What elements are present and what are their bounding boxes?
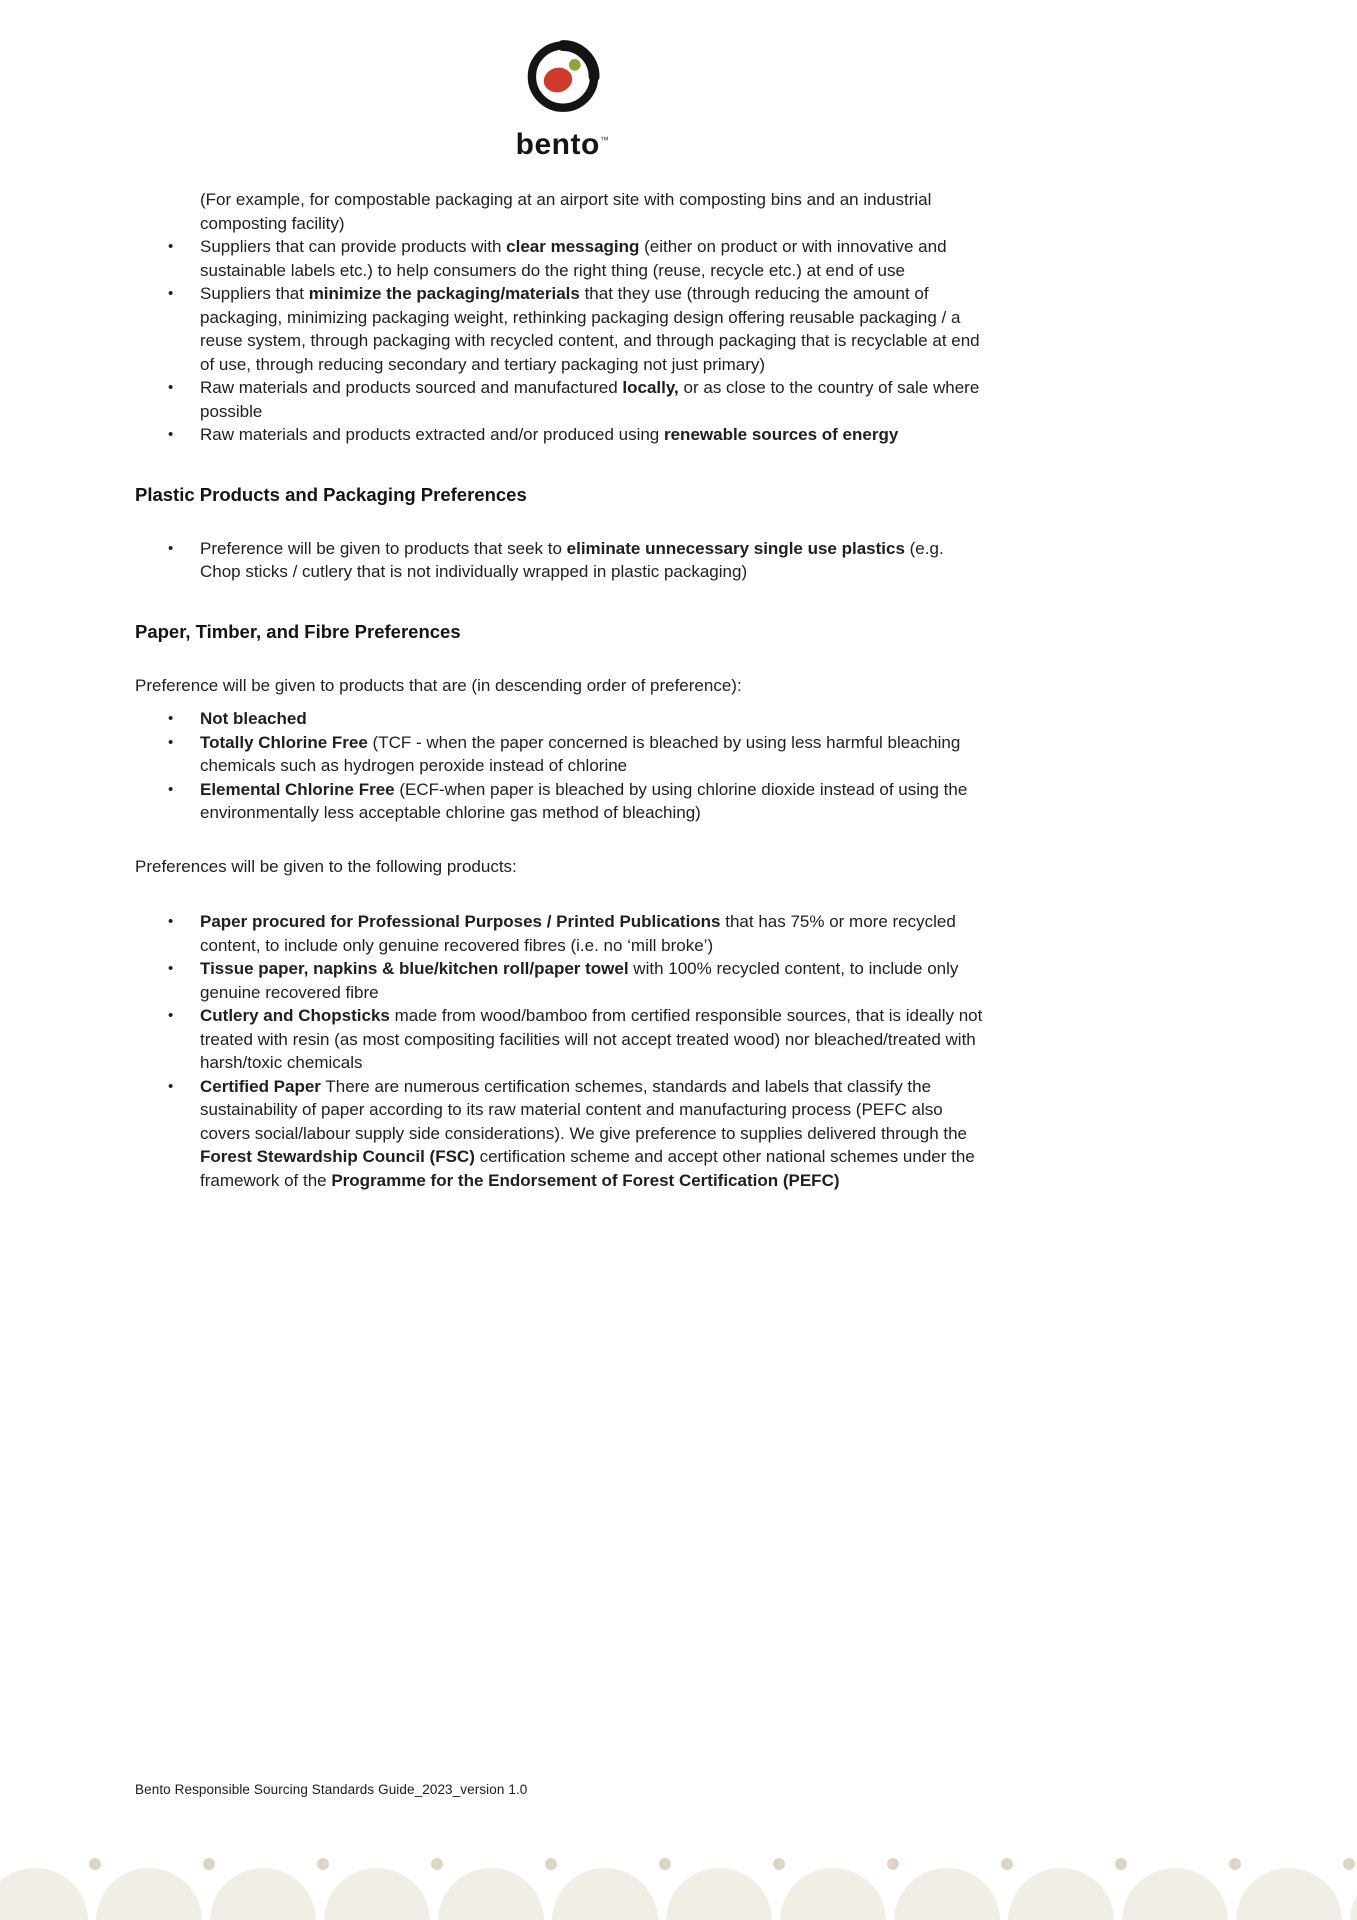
bullet-icon: • — [168, 710, 174, 727]
list-item — [135, 1075, 990, 1193]
deco-circle — [552, 1868, 658, 1920]
text-segment: (either on product or with innovative and sustainable labels etc.) to help consumers do the right thing (reuse, recycle etc.) at end of use — [200, 237, 947, 280]
logo-brand-text: bento — [515, 128, 600, 161]
bullet-icon: • — [168, 426, 174, 443]
bullet-icon: • — [168, 1077, 174, 1095]
deco-circle — [666, 1868, 772, 1920]
text-segment: (For example, for compostable packaging at an airport site with composting bins and an industrial composting facility) — [200, 190, 932, 233]
decorative-border — [0, 1848, 1357, 1920]
deco-circle — [0, 1868, 88, 1920]
deco-dot — [1115, 1858, 1127, 1870]
section-heading — [135, 620, 990, 644]
list-item — [135, 376, 990, 423]
deco-dot — [431, 1858, 443, 1870]
text-segment: (e.g. Chop sticks / cutlery that is not individually wrapped in plastic packaging) — [200, 538, 944, 581]
spacer — [135, 888, 990, 910]
list-item — [135, 537, 990, 584]
text-segment: Preferences will be given to the following products: — [135, 856, 517, 876]
bold-text-segment: Not bleached — [200, 709, 307, 728]
list-item — [135, 910, 990, 957]
bullet-icon: • — [168, 733, 174, 751]
text-segment: Preference will be given to products that are (in descending order of preference): — [135, 675, 742, 695]
text-segment: Raw materials and products extracted and/or produced using — [200, 425, 664, 444]
text-segment: (ECF-when paper is bleached by using chlorine dioxide instead of using the environmentally less acceptable chlorine gas method of bleaching) — [200, 779, 968, 822]
list-item — [135, 707, 990, 731]
bold-text-segment: Paper, Timber, and Fibre Preferences — [135, 620, 461, 642]
bullet-icon: • — [168, 539, 174, 557]
bullet-icon: • — [168, 285, 174, 302]
paragraph — [135, 855, 990, 879]
text-segment: Suppliers that — [200, 284, 309, 303]
deco-circle — [1350, 1868, 1357, 1920]
deco-circle — [1236, 1868, 1342, 1920]
text-segment: (TCF - when the paper concerned is bleached by using less harmful bleaching chemicals such as hydrogen peroxide instead of chlorine — [200, 732, 961, 775]
logo — [135, 38, 990, 160]
bold-text-segment: Forest Stewardship Council (FSC) — [200, 1147, 475, 1166]
list-item — [135, 731, 990, 778]
bullet-icon: • — [168, 960, 174, 977]
bold-text-segment: Elemental Chlorine Free — [200, 779, 395, 799]
bold-text-segment: locally, — [622, 378, 679, 397]
deco-dot — [317, 1858, 329, 1870]
text-segment: that has 75% or more recycled content, to include only genuine recovered fibres (i.e. no ‘mill broke’) — [200, 912, 956, 955]
document-page — [135, 0, 990, 1192]
bullet-icon: • — [168, 1007, 174, 1024]
text-segment: made from wood/bamboo from certified responsible sources, that is ideally not treated with resin (as most compositing facilities will not accept treated wood) nor bleached/treated with harsh/toxic chemicals — [200, 1006, 983, 1072]
list-item-text — [200, 376, 988, 423]
list-item — [135, 235, 990, 282]
list-item — [135, 1004, 990, 1075]
deco-dot — [545, 1858, 557, 1870]
text-segment: There are numerous certification schemes, standards and labels that classify the sustainability of paper according to its raw material content and manufacturing process (PEFC also covers social/labour supply side considerations). We give preference to supplies delivered through the — [200, 1076, 968, 1143]
deco-circle — [438, 1868, 544, 1920]
deco-circle — [96, 1868, 202, 1920]
text-segment: that they use (through reducing the amount of packaging, minimizing packaging weight, rethinking packaging design offering reusable packaging / a reuse system, through packaging with recycled content, and through packaging that is recyclable at end of use, through reducing secondary and tertiary packaging not just primary) — [200, 284, 980, 374]
bold-text-segment: Certified Paper — [200, 1076, 321, 1096]
bold-text-segment: Plastic Products and Packaging Preferences — [135, 483, 527, 505]
list-item-text — [200, 910, 988, 957]
text-segment: with 100% recycled content, to include only genuine recovered fibre — [200, 959, 959, 1002]
text-segment: Preference will be given to products that seek to — [200, 538, 567, 558]
bold-text-segment: eliminate unnecessary single use plastics — [566, 538, 905, 558]
list-item-text — [200, 778, 988, 825]
list-item-text — [200, 1004, 988, 1075]
deco-dot — [1001, 1858, 1013, 1870]
text-segment: Suppliers that can provide products with — [200, 237, 507, 256]
bullet-icon: • — [168, 913, 174, 930]
deco-circle — [210, 1868, 316, 1920]
deco-dot — [1229, 1858, 1241, 1870]
list-item-text — [200, 282, 988, 376]
bold-text-segment: minimize the packaging/materials — [308, 284, 580, 303]
paragraph — [135, 674, 990, 698]
list-item-text — [200, 1075, 988, 1193]
list-item-text — [200, 235, 988, 282]
section-heading — [135, 483, 990, 507]
list-item-text — [200, 188, 988, 235]
bullet-icon: • — [168, 238, 174, 255]
footer-text: Bento Responsible Sourcing Standards Guide_2023_version 1.0 — [135, 1782, 528, 1797]
deco-dot — [887, 1858, 899, 1870]
bold-text-segment: Totally Chlorine Free — [200, 732, 368, 752]
list-item — [135, 957, 990, 1004]
bold-text-segment: Cutlery and Chopsticks — [200, 1006, 390, 1025]
document-blocks — [135, 188, 990, 1192]
bullet-icon: • — [168, 780, 174, 798]
logo-wordmark — [135, 125, 990, 160]
bold-text-segment: Tissue paper, napkins & blue/kitchen roll/paper towel — [200, 959, 629, 978]
bold-text-segment: clear messaging — [506, 237, 640, 256]
text-segment: or as close to the country of sale where possible — [200, 378, 980, 421]
list-item-text — [200, 707, 988, 731]
trademark-icon: ™ — [599, 135, 610, 145]
list-item — [135, 778, 990, 825]
list-item — [135, 423, 990, 447]
deco-dot — [773, 1858, 785, 1870]
bullet-icon — [168, 188, 200, 235]
list-continuation — [135, 188, 990, 235]
list-item-text — [200, 957, 988, 1004]
bold-text-segment: renewable sources of energy — [663, 425, 899, 444]
bento-logo-icon — [521, 38, 605, 122]
deco-dot — [203, 1858, 215, 1870]
list-item-text — [200, 423, 988, 447]
deco-circle — [1122, 1868, 1228, 1920]
list-item — [135, 282, 990, 376]
text-segment: certification scheme and accept other national schemes under the framework of the — [200, 1147, 975, 1190]
bold-text-segment: Programme for the Endorsement of Forest Certification (PEFC) — [331, 1170, 840, 1190]
deco-dot — [659, 1858, 671, 1870]
bullet-icon: • — [168, 379, 174, 396]
deco-dot — [89, 1858, 101, 1870]
list-item-text — [200, 537, 988, 584]
list-item-text — [200, 731, 988, 778]
deco-circle — [324, 1868, 430, 1920]
deco-circle — [780, 1868, 886, 1920]
text-segment: Raw materials and products sourced and manufactured — [200, 378, 623, 397]
deco-dot — [1343, 1858, 1355, 1870]
deco-circle — [894, 1868, 1000, 1920]
deco-circle — [1008, 1868, 1114, 1920]
bold-text-segment: Paper procured for Professional Purposes / Printed Publications — [200, 912, 721, 931]
